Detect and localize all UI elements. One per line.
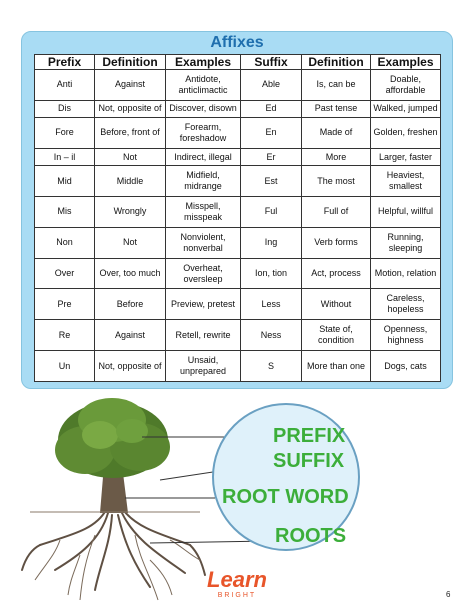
table-cell: Un bbox=[35, 351, 95, 382]
table-cell: Ness bbox=[241, 320, 302, 351]
table-cell: Careless, hopeless bbox=[371, 289, 441, 320]
table-cell: Unsaid, unprepared bbox=[166, 351, 241, 382]
table-cell: Anti bbox=[35, 70, 95, 101]
table-cell: Pre bbox=[35, 289, 95, 320]
table-cell: Er bbox=[241, 148, 302, 165]
table-body bbox=[35, 70, 441, 382]
table-row bbox=[35, 148, 441, 165]
table-cell: Doable, affordable bbox=[371, 70, 441, 101]
table-cell: Before, front of bbox=[95, 118, 166, 149]
table-cell: Golden, freshen bbox=[371, 118, 441, 149]
table-cell: Ing bbox=[241, 227, 302, 258]
table-cell: Helpful, willful bbox=[371, 196, 441, 227]
table-cell: Verb forms bbox=[302, 227, 371, 258]
header-definition: Definition bbox=[95, 55, 166, 70]
table-cell: Past tense bbox=[302, 100, 371, 117]
label-suffix: SUFFIX bbox=[273, 450, 345, 472]
table-cell: Preview, pretest bbox=[166, 289, 241, 320]
table-cell: Before bbox=[95, 289, 166, 320]
table-cell: The most bbox=[302, 166, 371, 197]
table-cell: Nonviolent, nonverbal bbox=[166, 227, 241, 258]
table-cell: Motion, relation bbox=[371, 258, 441, 289]
table-cell: Non bbox=[35, 227, 95, 258]
table-cell: Walked, jumped bbox=[371, 100, 441, 117]
table-cell: Without bbox=[302, 289, 371, 320]
table-cell: Antidote, anticlimactic bbox=[166, 70, 241, 101]
table-cell: Fore bbox=[35, 118, 95, 149]
table-cell: Running, sleeping bbox=[371, 227, 441, 258]
table-row bbox=[35, 166, 441, 197]
logo-name: Learn bbox=[207, 567, 267, 592]
table-cell: Not, opposite of bbox=[95, 351, 166, 382]
table-cell: Dis bbox=[35, 100, 95, 117]
header-definition: Definition bbox=[302, 55, 371, 70]
table-cell: Retell, rewrite bbox=[166, 320, 241, 351]
table-row bbox=[35, 196, 441, 227]
logo-tagline: BRIGHT bbox=[217, 592, 257, 599]
table-cell: Against bbox=[95, 320, 166, 351]
table-cell: Midfield, midrange bbox=[166, 166, 241, 197]
table-row bbox=[35, 258, 441, 289]
table-row bbox=[35, 118, 441, 149]
table-cell: Misspell, misspeak bbox=[166, 196, 241, 227]
table-cell: Est bbox=[241, 166, 302, 197]
table-cell: Over bbox=[35, 258, 95, 289]
table-row bbox=[35, 320, 441, 351]
table-cell: Is, can be bbox=[302, 70, 371, 101]
table-cell: Re bbox=[35, 320, 95, 351]
label-roots: ROOTS bbox=[275, 525, 347, 547]
table-row bbox=[35, 289, 441, 320]
table-cell: Overheat, oversleep bbox=[166, 258, 241, 289]
table-cell: Indirect, illegal bbox=[166, 148, 241, 165]
table-cell: Not bbox=[95, 227, 166, 258]
table-cell: Middle bbox=[95, 166, 166, 197]
table-row bbox=[35, 100, 441, 117]
header-suffix: Suffix bbox=[241, 55, 302, 70]
table-cell: Act, process bbox=[302, 258, 371, 289]
table-cell: More than one bbox=[302, 351, 371, 382]
table-cell: Ful bbox=[241, 196, 302, 227]
page-number: 6 bbox=[446, 590, 451, 599]
table-cell: Dogs, cats bbox=[371, 351, 441, 382]
table-cell: S bbox=[241, 351, 302, 382]
table-row bbox=[35, 351, 441, 382]
learn-bright-logo bbox=[0, 568, 474, 600]
table-cell: Mis bbox=[35, 196, 95, 227]
table-cell: More bbox=[302, 148, 371, 165]
table-cell: Against bbox=[95, 70, 166, 101]
table-cell: Less bbox=[241, 289, 302, 320]
label-root-word: ROOT WORD bbox=[222, 486, 349, 508]
header-prefix: Prefix bbox=[35, 55, 95, 70]
table-header-row bbox=[35, 55, 441, 70]
table-cell: Full of bbox=[302, 196, 371, 227]
table-cell: Larger, faster bbox=[371, 148, 441, 165]
header-examples: Examples bbox=[371, 55, 441, 70]
label-prefix: PREFIX bbox=[273, 425, 346, 447]
table-cell: Heaviest, smallest bbox=[371, 166, 441, 197]
header-examples: Examples bbox=[166, 55, 241, 70]
table-cell: Discover, disown bbox=[166, 100, 241, 117]
table-row bbox=[35, 227, 441, 258]
table-cell: Not bbox=[95, 148, 166, 165]
table-cell: Made of bbox=[302, 118, 371, 149]
table-cell: Ed bbox=[241, 100, 302, 117]
table-cell: Forearm, foreshadow bbox=[166, 118, 241, 149]
table-row bbox=[35, 70, 441, 101]
table-cell: Not, opposite of bbox=[95, 100, 166, 117]
table-cell: Able bbox=[241, 70, 302, 101]
table-cell: Mid bbox=[35, 166, 95, 197]
table-cell: In – il bbox=[35, 148, 95, 165]
table-cell: Openness, highness bbox=[371, 320, 441, 351]
table-cell: Ion, tion bbox=[241, 258, 302, 289]
table-title: Affixes bbox=[210, 34, 264, 51]
table-cell: State of, condition bbox=[302, 320, 371, 351]
table-cell: Over, too much bbox=[95, 258, 166, 289]
table-cell: En bbox=[241, 118, 302, 149]
affixes-table bbox=[34, 54, 441, 382]
table-cell: Wrongly bbox=[95, 196, 166, 227]
